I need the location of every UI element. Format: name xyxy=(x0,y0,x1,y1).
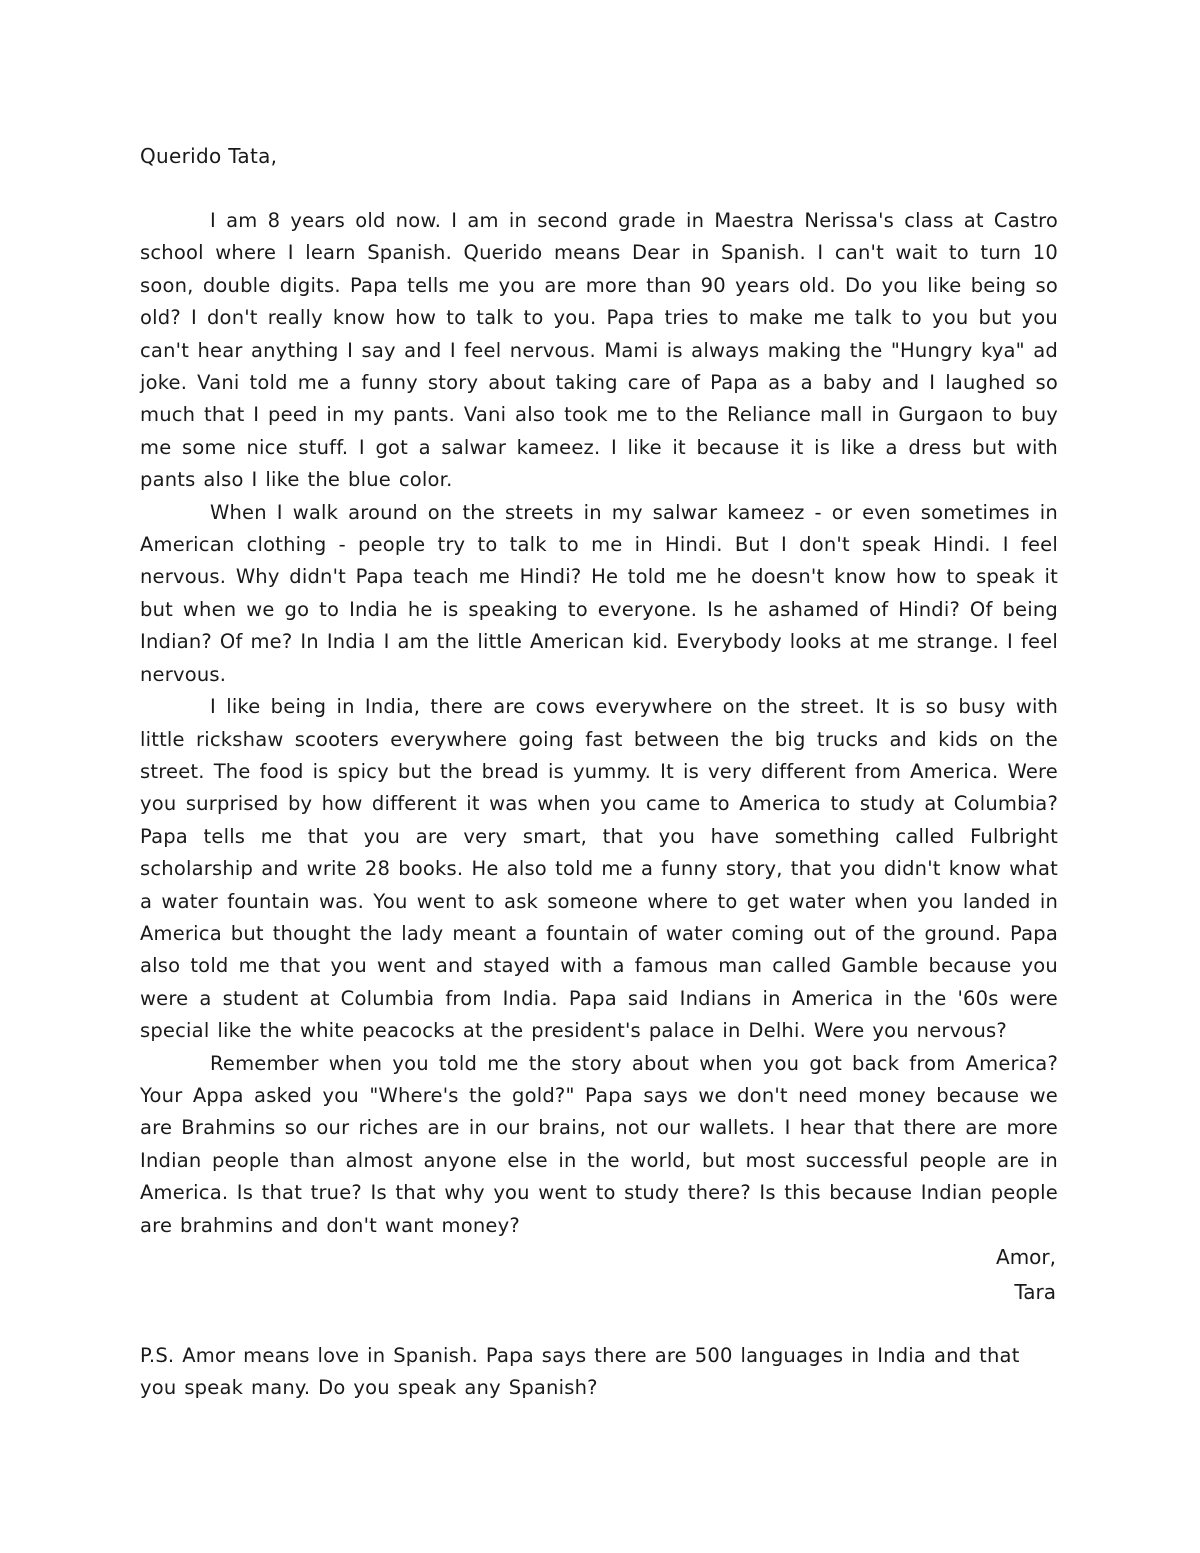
paragraph-4: Remember when you told me the story about when you got back from America? Your Appa asked you "Where's the gold?" Papa says we don't need money because we are Brahmins so our riches are in our brains, not our wallets. I hear that there are more Indian people than almost anyone else in the world, but most successful people are in America. Is that true? Is that why you went to study there? Is this because Indian people are brahmins and don't want money? xyxy=(140,1051,1058,1237)
paragraph-3: I like being in India, there are cows everywhere on the street. It is so busy with little rickshaw scooters everywhere going fast between the big trucks and kids on the street. The food is spicy but the bread is yummy. It is very different from America. Were you surprised by how different it was when you came to America to study at Columbia? Papa tells me that you are very smart, that you have something called Fulbright scholarship and write 28 books. He also told me a funny story, that you didn't know what a water fountain was. You went to ask someone where to get water when you landed in America but thought the lady meant a fountain of water coming out of the ground. Papa also told me that you went and stayed with a famous man called Gamble because you were a student at Columbia from India. Papa said Indians in America in the '60s were special like the white peacocks at the president's palace in Delhi. Were you nervous? xyxy=(140,695,1058,1043)
paragraph-1: I am 8 years old now. I am in second grade in Maestra Nerissa's class at Castro school where I learn Spanish. Querido means Dear in Spanish. I can't wait to turn 10 soon, double digits. Papa tells me you are more than 90 years old. Do you like being so old? I don't really know how to talk to you. Papa tries to make me talk to you but you can't hear anything I say and I feel nervous. Mami is always making the "Hungry kya" ad joke. Vani told me a funny story about taking care of Papa as a baby and I laughed so much that I peed in my pants. Vani also took me to the Reliance mall in Gurgaon to buy me some nice stuff. I got a salwar kameez. I like it because it is like a dress but with pants also I like the blue color. xyxy=(140,209,1058,492)
closing-block xyxy=(996,1240,1056,1310)
salutation: Querido Tata, xyxy=(140,144,278,168)
postscript: P.S. Amor means love in Spanish. Papa says there are 500 languages in India and that you speak many. Do you speak any Spanish? xyxy=(140,1344,1020,1400)
paragraph-2: When I walk around on the streets in my salwar kameez - or even sometimes in American clothing - people try to talk to me in Hindi. But I don't speak Hindi. I feel nervous. Why didn't Papa teach me Hindi? He told me he doesn't know how to speak it but when we go to India he is speaking to everyone. Is he ashamed of Hindi? Of being Indian? Of me? In India I am the little American kid. Everybody looks at me strange. I feel nervous. xyxy=(140,500,1058,686)
signature: Tara xyxy=(1014,1280,1056,1304)
letter-body xyxy=(140,205,1058,1242)
closing: Amor, xyxy=(996,1245,1056,1269)
